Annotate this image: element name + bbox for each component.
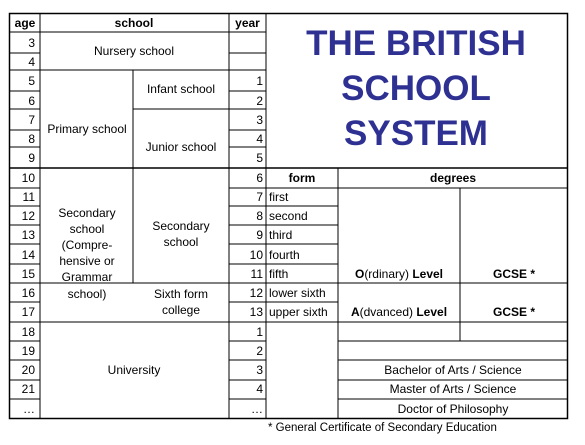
age-cell: 20 (21, 363, 35, 377)
age-cell: 4 (28, 55, 35, 69)
age-cell: 11 (22, 190, 35, 204)
year-cell: 10 (249, 248, 263, 262)
svg-text:Grammar: Grammar (61, 270, 113, 284)
year-cell: … (251, 402, 263, 416)
infant-school-label: Infant school (146, 82, 216, 96)
school-column (47, 44, 216, 377)
form-cell: second (269, 209, 308, 223)
secondary-school-right-label (152, 219, 209, 249)
header-degrees: degrees (429, 171, 477, 185)
svg-text:hensive or: hensive or (59, 254, 115, 268)
age-cell: 9 (28, 151, 35, 165)
svg-text:college: college (161, 303, 201, 317)
year-cell: 2 (256, 94, 263, 108)
age-cell: 18 (21, 325, 35, 339)
title-line-3: SYSTEM (344, 114, 488, 153)
svg-text:school: school (69, 222, 105, 236)
age-cell: 6 (28, 94, 35, 108)
degrees-list (384, 363, 522, 416)
form-cell: fourth (269, 248, 300, 262)
year-cell: 13 (249, 305, 263, 319)
year-cell: 1 (256, 74, 263, 88)
age-cell: 8 (28, 132, 35, 146)
year-cell: 3 (256, 363, 263, 377)
year-cell: 6 (256, 171, 263, 185)
year-cell: 9 (256, 228, 263, 242)
age-cell: 12 (21, 209, 35, 223)
primary-school-label: Primary school (47, 122, 127, 136)
header-school: school (114, 16, 154, 30)
year-cell: 2 (256, 344, 263, 358)
age-cell: 21 (21, 382, 35, 396)
age-cell: 17 (21, 305, 35, 319)
title (306, 24, 526, 153)
svg-text:school): school) (67, 287, 107, 301)
age-cell: … (23, 402, 35, 416)
year-cell: 1 (256, 325, 263, 339)
gcse-footnote: * General Certificate of Secondary Education (268, 422, 497, 434)
form-cell: lower sixth (269, 286, 326, 300)
gcse-label-o: GCSE * (492, 267, 536, 281)
form-column (269, 190, 328, 319)
svg-text:(Compre-: (Compre- (61, 238, 113, 252)
secondary-school-label (58, 206, 115, 301)
year-cell: 8 (256, 209, 263, 223)
age-cell: 16 (21, 286, 35, 300)
gcse-label-a: GCSE * (492, 305, 536, 319)
age-cell: 5 (28, 74, 35, 88)
svg-text:Secondary: Secondary (58, 206, 116, 220)
year-cell: 5 (256, 151, 263, 165)
form-cell: upper sixth (269, 305, 328, 319)
form-cell: fifth (269, 267, 289, 281)
degree-master: Master of Arts / Science (389, 382, 517, 396)
sixth-form-college-label (154, 287, 208, 317)
year-cell: 4 (256, 382, 263, 396)
year-cell: 4 (256, 132, 263, 146)
form-cell: first (269, 190, 289, 204)
form-cell: third (269, 228, 293, 242)
age-cell: 10 (21, 171, 35, 185)
title-line-2: SCHOOL (341, 69, 491, 108)
title-line-1: THE BRITISH (306, 24, 526, 63)
year-cell: 3 (256, 113, 263, 127)
year-cell: 11 (250, 267, 263, 281)
svg-text:Secondary: Secondary (152, 219, 210, 233)
header-form: form (288, 171, 316, 185)
university-label: University (107, 363, 161, 377)
o-level-label: O(rdinary) Level (354, 267, 444, 281)
age-cell: 19 (21, 344, 35, 358)
year-cell: 7 (256, 190, 263, 204)
degree-doctor: Doctor of Philosophy (397, 402, 509, 416)
svg-text:school: school (163, 235, 199, 249)
junior-school-label: Junior school (145, 140, 217, 154)
degree-bachelor: Bachelor of Arts / Science (384, 363, 522, 377)
header-age: age (14, 16, 36, 30)
age-cell: 13 (21, 228, 35, 242)
svg-text:Sixth form: Sixth form (153, 287, 209, 301)
age-cell: 3 (28, 36, 35, 50)
year-column (250, 74, 264, 416)
age-cell: 14 (21, 248, 35, 262)
a-level-label: A(dvanced) Level (350, 305, 448, 319)
year-cell: 12 (249, 286, 263, 300)
nursery-school-label: Nursery school (93, 44, 175, 58)
age-column (22, 36, 36, 416)
header-year: year (235, 16, 260, 30)
age-cell: 15 (21, 267, 35, 281)
age-cell: 7 (28, 113, 35, 127)
